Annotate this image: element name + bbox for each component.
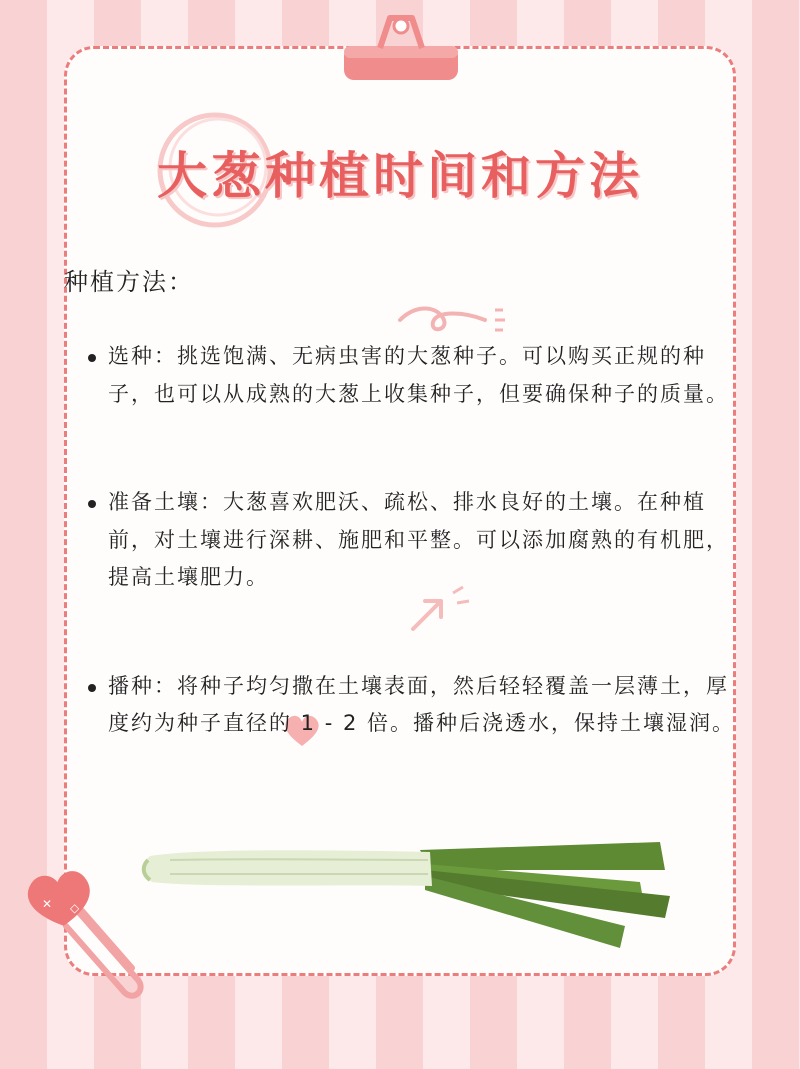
list-item: 选种：挑选饱满、无病虫害的大葱种子。可以购买正规的种子，也可以从成熟的大葱上收集种子，但要确保种子的质量。 [88,338,738,413]
list-item: 播种：将种子均匀撒在土壤表面，然后轻轻覆盖一层薄土，厚度约为种子直径的 1 - 2 倍。播种后浇透水，保持土壤湿润。 [88,668,738,743]
svg-text:✕: ✕ [42,897,53,911]
binder-clip-icon [340,6,462,86]
method-list [88,338,738,814]
svg-text:◇: ◇ [70,901,80,915]
heart-paperclip-icon [20,860,160,1010]
swirl-doodle-icon [395,300,510,340]
section-heading: 种植方法： [64,268,194,296]
list-item: 准备土壤：大葱喜欢肥沃、疏松、排水良好的土壤。在种植前，对土壤进行深耕、施肥和平整。可以添加腐熟的有机肥，提高土壤肥力。 [88,484,738,597]
leek-illustration [140,830,680,960]
page-title: 大葱种植时间和方法 [157,147,643,205]
